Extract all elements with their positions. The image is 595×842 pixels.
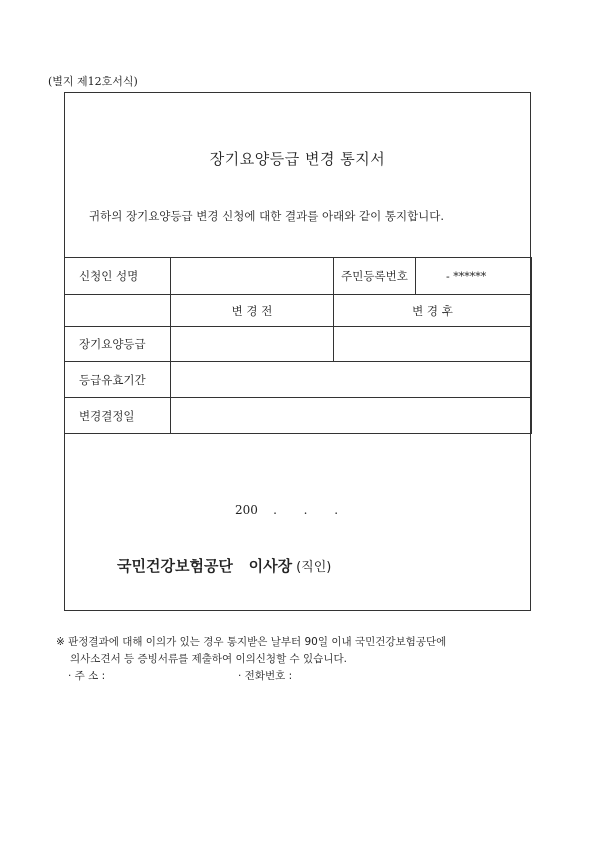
issue-date-line: 200 . . . [235,503,339,517]
table-row [65,362,532,398]
grade-before-field[interactable] [171,327,334,362]
issuer-seal: (직인) [296,560,332,575]
document-title: 장기요양등급 변경 통지서 [209,150,386,168]
resident-id-label: 주민등록번호 [334,258,416,295]
info-table [64,257,532,434]
issuer-line [117,555,331,576]
contact-line [56,668,446,685]
intro-text: 귀하의 장기요양등급 변경 신청에 대한 결과를 아래와 같이 통지합니다. [89,209,445,223]
applicant-name-label: 신청인 성명 [65,258,171,295]
validity-period-field[interactable] [171,362,532,398]
address-label: · 주 소 : [68,670,106,682]
empty-header-cell [65,295,171,327]
notes-section [56,634,446,685]
applicant-name-field[interactable] [171,258,334,295]
table-row [65,398,532,434]
note-line-2: 의사소견서 등 증빙서류를 제출하여 이의신청할 수 있습니다. [70,653,347,665]
grade-after-field[interactable] [334,327,532,362]
table-row [65,258,532,295]
after-change-header: 변 경 후 [334,295,532,327]
form-number-label: (별지 제12호서식) [48,75,138,88]
decision-date-field[interactable] [171,398,532,434]
before-change-header: 변 경 전 [171,295,334,327]
notice-form [64,92,531,611]
decision-date-label: 변경결정일 [65,398,171,434]
resident-id-field[interactable]: - ****** [416,258,532,295]
table-row [65,295,532,327]
table-row [65,327,532,362]
phone-label: · 전화번호 : [238,670,293,682]
issuer-name: 국민건강보험공단 이사장 [117,557,293,575]
note-line-1: ※ 판정결과에 대해 이의가 있는 경우 통지받은 날부터 90일 이내 국민건강보험공단에 [56,636,447,648]
grade-label: 장기요양등급 [65,327,171,362]
validity-period-label: 등급유효기간 [65,362,171,398]
